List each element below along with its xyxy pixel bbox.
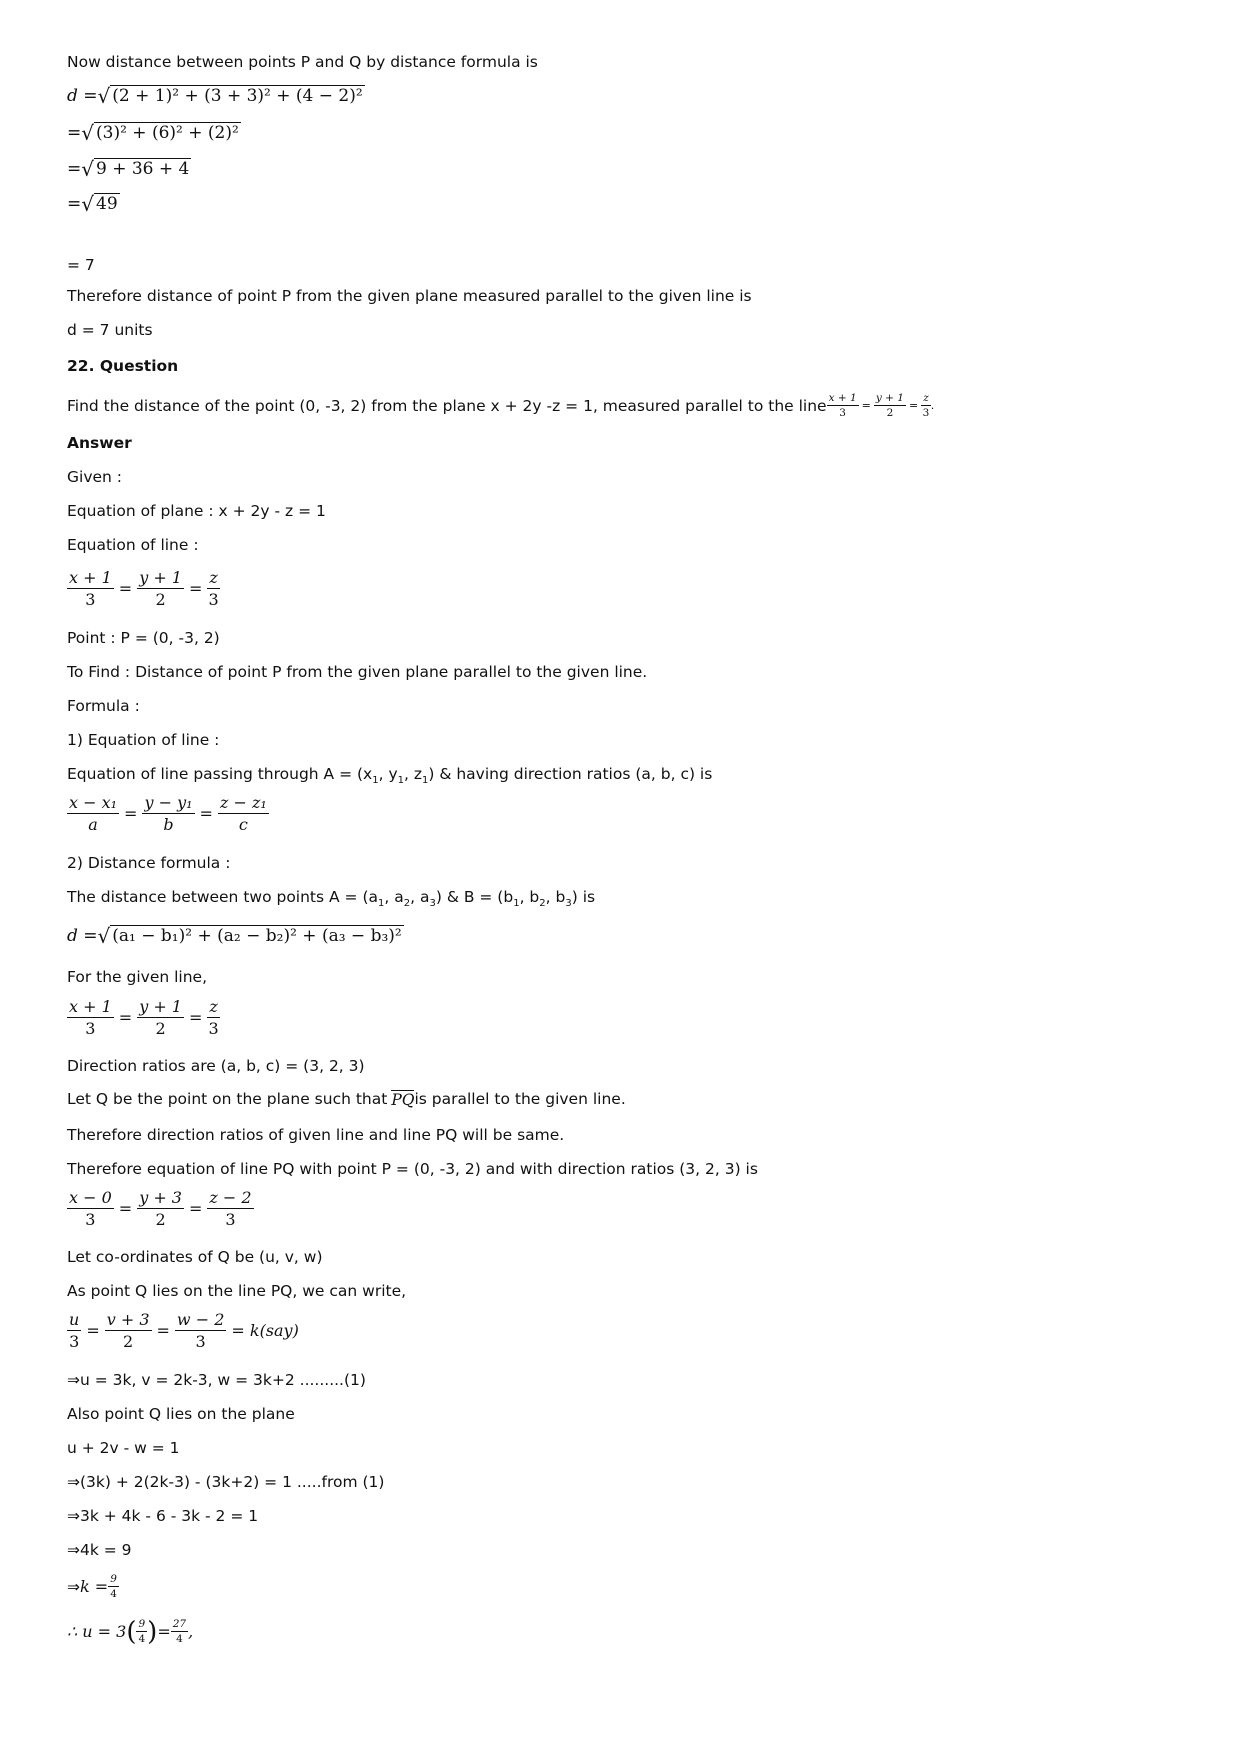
text-line: Let co-ordinates of Q be (u, v, w) [67,1248,323,1266]
line-equation: $\frac{x + 1}{3}$ = $\frac{y + 1}{2}$ = $\frac{z}{3}$ [69,997,219,1038]
text-line: ⇒u = 3k, v = 2k-3, w = 3k+2 .........(1) [67,1371,366,1389]
vector-pq: PQ [391,1090,415,1109]
fraction: $\frac{v + 3}{2}$ [106,1310,150,1351]
fraction: $\frac{x + 1}{3}$ [69,997,112,1038]
u-value: ∴ u = 3 ( $\frac{9}{4}$ ) = $\frac{27}{4}$ , [67,1616,194,1647]
text-line: Equation of line passing through $A = (x_1$, $y_1$, $z_1$) & having direction ratios (a, b, c) is [67,765,713,787]
fraction: $\frac{y + 3}{2}$ [139,1188,182,1229]
parametric-equation: $\frac{u}{3}$ = $\frac{v + 3}{2}$ = $\frac{w - 2}{3}$ = k(say) [69,1310,299,1351]
text-line: Equation of plane : x + 2y - z = 1 [67,502,326,520]
fraction: $\frac{9}{4}$ [138,1618,146,1645]
fraction: $\frac{z}{3}$ [208,568,219,609]
math-expression: (2 + 1)² + (3 + 3)² + (4 − 2)² [112,86,363,106]
math-expression: (a₁ − b₁)² + (a₂ − b₂)² + (a₃ − b₃)² [112,926,402,946]
text-line: The distance between two points $A = (a_1$, $a_2$, $a_3$) & $B = (b_1$, $b_2$, $b_3$) is [67,888,596,910]
text-line: u + 2v - w = 1 [67,1439,180,1457]
math-expression: 49 [96,194,118,214]
text-line: Equation of line : [67,536,199,554]
fraction: $\frac{x + 1}{3}$ [828,392,857,419]
text-line: Point : P = (0, -3, 2) [67,629,220,647]
text-line: Now distance between points P and Q by distance formula is [67,53,538,71]
text-line: ⇒3k + 4k - 6 - 3k - 2 = 1 [67,1507,259,1525]
fraction: $\frac{\text{y − y₁}}{b}$ [144,793,193,834]
fraction: $\frac{z}{3}$ [208,997,219,1038]
math-expression: 9 + 36 + 4 [96,159,190,179]
math-text: = [67,122,82,143]
question-title: 22. Question [67,357,179,375]
fraction: $\frac{y + 1}{2}$ [875,392,904,419]
fraction: $\frac{w - 2}{3}$ [176,1310,225,1351]
question-text: Find the distance of the point (0, -3, 2) from the plane x + 2y -z = 1, measured parallel to the line $\frac{x + 1}{3}$ = $\frac{y + 1}{2}$ = $\frac{z}{3}$ . [67,392,935,419]
fraction: $\frac{y + 1}{2}$ [139,997,182,1038]
equation-step [67,158,191,179]
text-line: 1) Equation of line : [67,731,220,749]
math-text: = [67,158,82,179]
text-line: 2) Distance formula : [67,854,231,872]
text-line: Formula : [67,697,140,715]
answer-heading: Answer [67,434,132,452]
sqrt-symbol: √ [81,157,94,181]
text-line: Therefore direction ratios of given line and line PQ will be same. [67,1126,565,1144]
math-text: = [67,193,82,214]
fraction: $\frac{z - 2}{3}$ [209,1188,252,1229]
fraction: $\frac{y + 1}{2}$ [139,568,182,609]
fraction: $\frac{x - 0}{3}$ [69,1188,112,1229]
sqrt-symbol: √ [81,192,94,216]
distance-formula: d = √ (a₁ − b₁)² + (a₂ − b₂)² + (a₃ − b₃)² [67,924,402,948]
fraction: $\frac{\text{x − x₁}}{a}$ [69,793,118,834]
text-line: For the given line, [67,968,208,986]
sqrt-symbol: √ [97,84,111,108]
distance-equation [67,85,365,106]
text-line: Given : [67,468,122,486]
equation-step [67,122,241,143]
fraction: $\frac{u}{3}$ [69,1310,80,1351]
fraction: $\frac{x + 1}{3}$ [69,568,112,609]
text-line: ⇒4k = 9 [67,1541,132,1559]
text-line: ⇒(3k) + 2(2k-3) - (3k+2) = 1 .....from (1) [67,1473,385,1491]
fraction: $\frac{\text{z − z₁}}{c}$ [219,793,267,834]
k-value: ⇒ k = $\frac{9}{4}$ [67,1573,117,1600]
text-line: Therefore distance of point P from the given plane measured parallel to the given line is [67,287,752,305]
text-line: = 7 [67,256,95,274]
equation-step [67,193,120,214]
fraction: $\frac{9}{4}$ [110,1573,117,1600]
question-body: Find the distance of the point (0, -3, 2) from the plane x + 2y -z = 1, measured parallel to the line [67,396,827,415]
text-line: d = 7 units [67,321,153,339]
text-line: Also point Q lies on the plane [67,1405,295,1423]
sqrt-symbol: √ [81,121,94,145]
text-line: Therefore equation of line PQ with point P = (0, -3, 2) and with direction ratios (3, 2, 3) is [67,1160,758,1178]
text-line: To Find : Distance of point P from the given plane parallel to the given line. [67,663,648,681]
math-expression: (3)² + (6)² + (2)² [96,123,239,143]
text-line: Let Q be the point on the plane such that PQ is parallel to the given line. [67,1090,626,1109]
fraction: $\frac{z}{3}$ [922,392,930,419]
math-text: d = [67,85,98,106]
fraction: $\frac{27}{4}$ [172,1618,187,1645]
text-line: As point Q lies on the line PQ, we can write, [67,1282,407,1300]
sqrt-symbol: √ [97,924,111,948]
line-equation: $\frac{x + 1}{3}$ = $\frac{y + 1}{2}$ = $\frac{z}{3}$ [69,568,219,609]
line-pq-equation: $\frac{x - 0}{3}$ = $\frac{y + 3}{2}$ = $\frac{z - 2}{3}$ [69,1188,252,1229]
general-line-equation: $\frac{\text{x − x₁}}{a}$ = $\frac{\text{y − y₁}}{b}$ = $\frac{\text{z − z₁}}{c}$ [69,793,267,834]
text-line: Direction ratios are (a, b, c) = (3, 2, 3) [67,1057,365,1075]
